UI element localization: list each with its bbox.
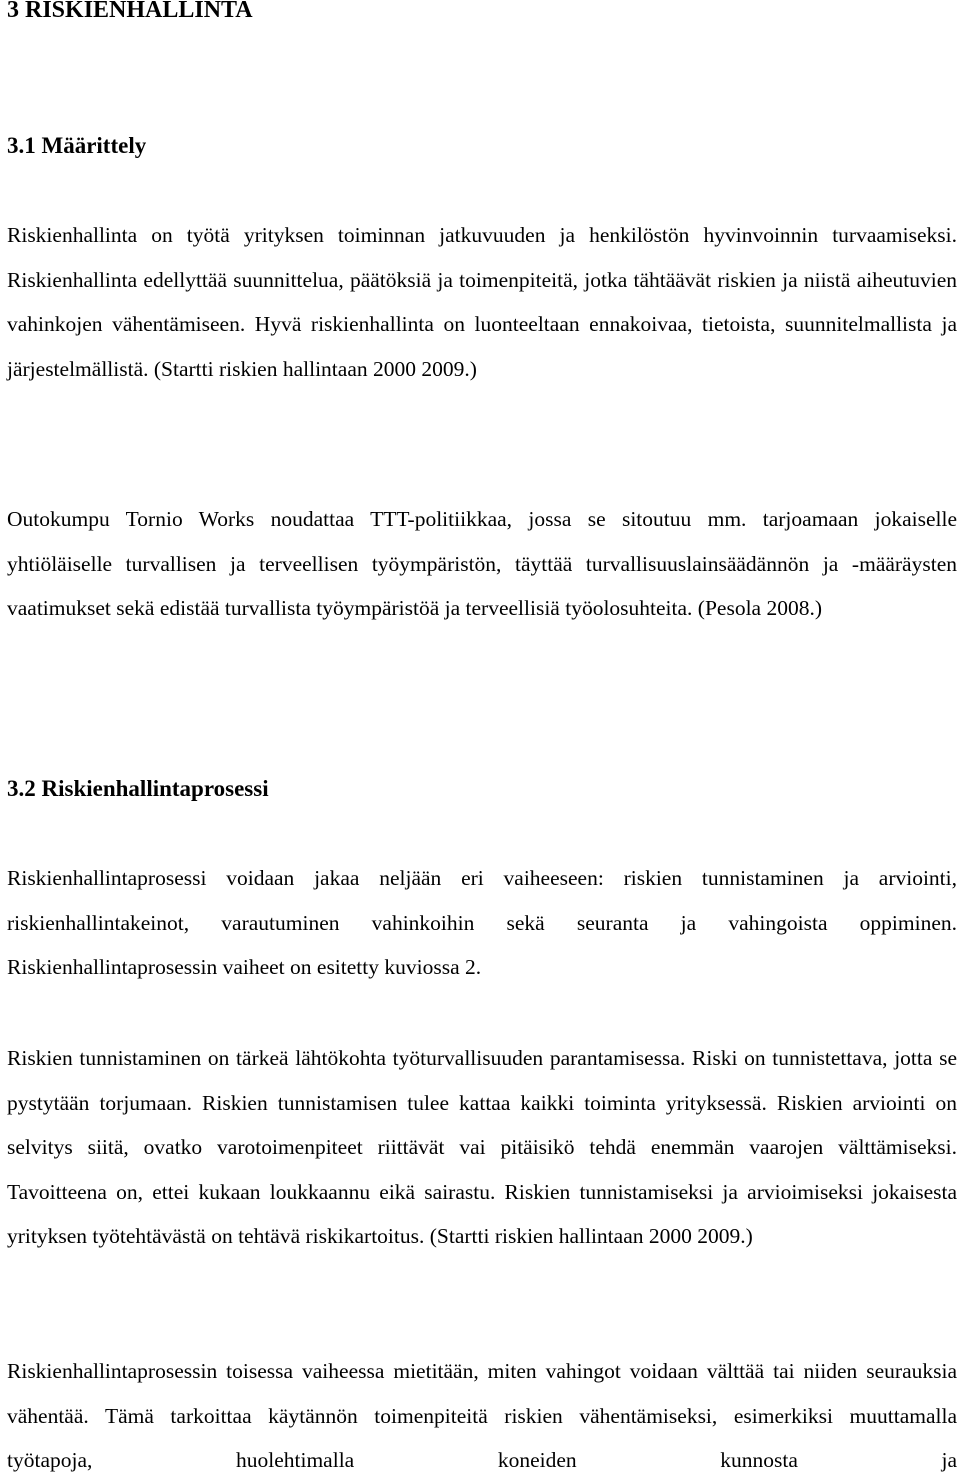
paragraph-second-phase: Riskienhallintaprosessin toisessa vaiheessa mietitään, miten vahingot voidaan välttää tai niiden seurauksia vähentää. Tämä tarkoittaa käytännön toimenpiteitä riskien vähentämiseksi, esimerkiksi muuttamalla työtapoja, huolehtimalla koneiden kunnosta ja — [7, 1359, 957, 1472]
chapter-heading: 3 RISKIENHALLINTA — [7, 0, 253, 23]
paragraph-process-phases: Riskienhallintaprosessi voidaan jakaa neljään eri vaiheeseen: riskien tunnistaminen ja arviointi, riskienhallintakeinot, varautuminen vahinkoihin sekä seuranta ja vahingoista oppiminen. Riskienhallintaprosessin vaiheet on esitetty kuviossa 2. — [7, 866, 957, 979]
paragraph-outokumpu-policy: Outokumpu Tornio Works noudattaa TTT-politiikkaa, jossa se sitoutuu mm. tarjoamaan jokaiselle yhtiöläiselle turvallisen ja terveellisen työympäristön, täyttää turvallisuuslainsäädännön ja -määräysten vaatimukset sekä edistää turvallista työympäristöä ja terveellisiä työolosuhteita. (Pesola 2008.) — [7, 507, 957, 620]
paragraph-risk-identification: Riskien tunnistaminen on tärkeä lähtökohta työturvallisuuden parantamisessa. Riski on tunnistettava, jotta se pystytään torjumaan. Riskien tunnistamisen tulee kattaa kaikki toiminta yrityksessä. Riskien arviointi on selvitys siitä, ovatko varotoimenpiteet riittävät vai pitäisikö tehdä enemmän vaarojen välttämiseksi. Tavoitteena on, ettei kukaan loukkaannu eikä sairastu. Riskien tunnistamiseksi ja arvioimiseksi jokaisesta yrityksen työtehtävästä on tehtävä riskikartoitus. (Startti riskien hallintaan 2000 2009.) — [7, 1046, 957, 1248]
section-heading-3-2: 3.2 Riskienhallintaprosessi — [7, 776, 269, 801]
paragraph-definition: Riskienhallinta on työtä yrityksen toiminnan jatkuvuuden ja henkilöstön hyvinvoinnin turvaamiseksi. Riskienhallinta edellyttää suunnittelua, päätöksiä ja toimenpiteitä, jotka tähtäävät riskien ja niistä aiheutuvien vahinkojen vähentämiseen. Hyvä riskienhallinta on luonteeltaan ennakoivaa, tietoista, suunnitelmallista ja järjestelmällistä. (Startti riskien hallintaan 2000 2009.) — [7, 223, 957, 381]
section-heading-3-1: 3.1 Määrittely — [7, 133, 147, 158]
